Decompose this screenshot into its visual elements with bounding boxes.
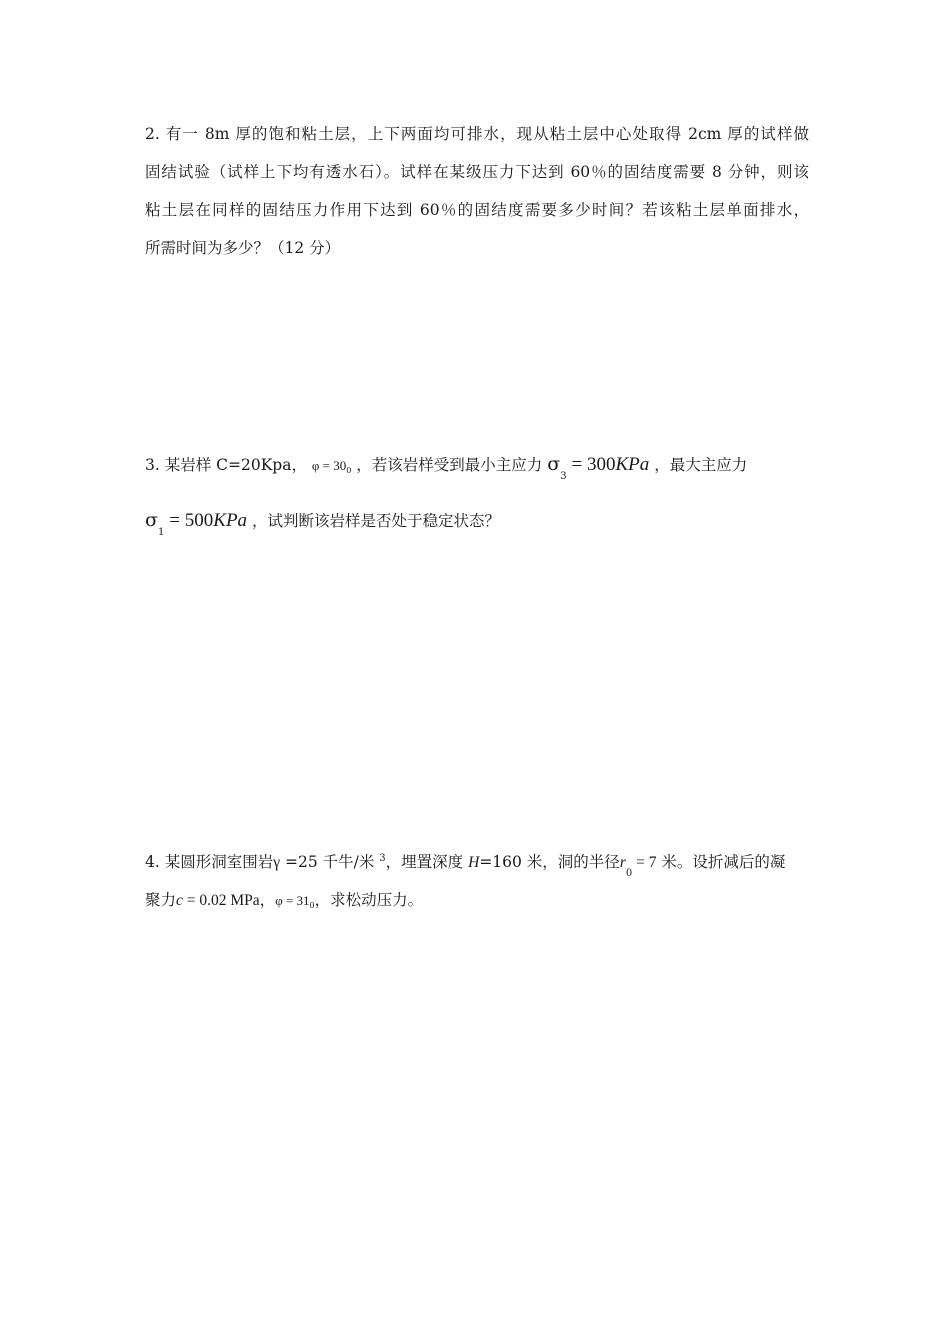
q3-suffix: ，最大主应力: [654, 456, 748, 474]
radius-value: = 7: [632, 854, 657, 871]
q4-phi: φ = 31: [275, 893, 310, 908]
sigma1-unit: KPa: [213, 510, 248, 531]
cohesion-value: = 0.02 MPa，: [182, 892, 276, 909]
sigma3-symbol: σ: [547, 453, 561, 475]
q4-line1-end: 米。设折减后的凝: [656, 853, 786, 871]
q4-line-2: [145, 881, 809, 919]
sigma1-value: = 500: [169, 510, 214, 531]
question-4: [145, 843, 809, 919]
q3-mid-text: ，若该岩样受到最小主应力: [356, 456, 543, 474]
q2-line-2: 固结试验（试样上下均有透水石）。试样在某级压力下达到 60％的固结度需要 8 分钟，则该: [145, 163, 809, 181]
sigma3-value: = 300: [571, 454, 616, 475]
q3-phi: φ = 30: [311, 458, 347, 473]
gamma-symbol: γ: [273, 854, 281, 871]
question-3: [145, 444, 809, 556]
cohesion-c: c: [176, 892, 183, 909]
sigma1-symbol: σ: [145, 509, 158, 531]
q4-cohesion-label: 聚力: [145, 891, 177, 909]
q4-unit-weight: =25 千牛/米: [280, 853, 380, 871]
q2-line-4: 所需时间为多少？（12 分）: [145, 239, 341, 257]
sigma1-subscript: 1: [157, 527, 165, 538]
q3-line-1: [145, 444, 809, 500]
q4-depth-value: =160 米，洞的半径: [479, 853, 620, 871]
question-2: [145, 115, 809, 267]
q3-degree: 0: [346, 466, 352, 475]
q2-line-3: 粘土层在同样的固结压力作用下达到 60％的固结度需要多少时间？若该粘土层单面排水，: [145, 201, 809, 219]
q4-superscript-3: 3: [379, 853, 386, 864]
sigma3-unit: KPa: [615, 454, 650, 475]
q4-question: ，求松动压力。: [314, 891, 424, 909]
q3-prefix: 3. 某岩样 C=20Kpa，: [145, 456, 307, 474]
q4-line-1: [145, 843, 809, 881]
q4-degree: 0: [309, 901, 315, 910]
depth-H: H: [468, 854, 480, 871]
q3-line-2: [145, 500, 809, 556]
q2-line-1: 2. 有一 8m 厚的饱和粘土层，上下两面均可排水，现从粘土层中心处取得 2cm 厚的试样做: [145, 125, 809, 143]
q4-intro: 4. 某圆形洞室围岩: [145, 853, 274, 871]
radius-subscript: 0: [625, 868, 633, 879]
q4-depth-label: ，埋置深度: [385, 853, 469, 871]
q3-question: ，试判断该岩样是否处于稳定状态？: [251, 512, 500, 530]
sigma3-subscript: 3: [560, 471, 567, 482]
radius-r: r: [619, 854, 626, 871]
